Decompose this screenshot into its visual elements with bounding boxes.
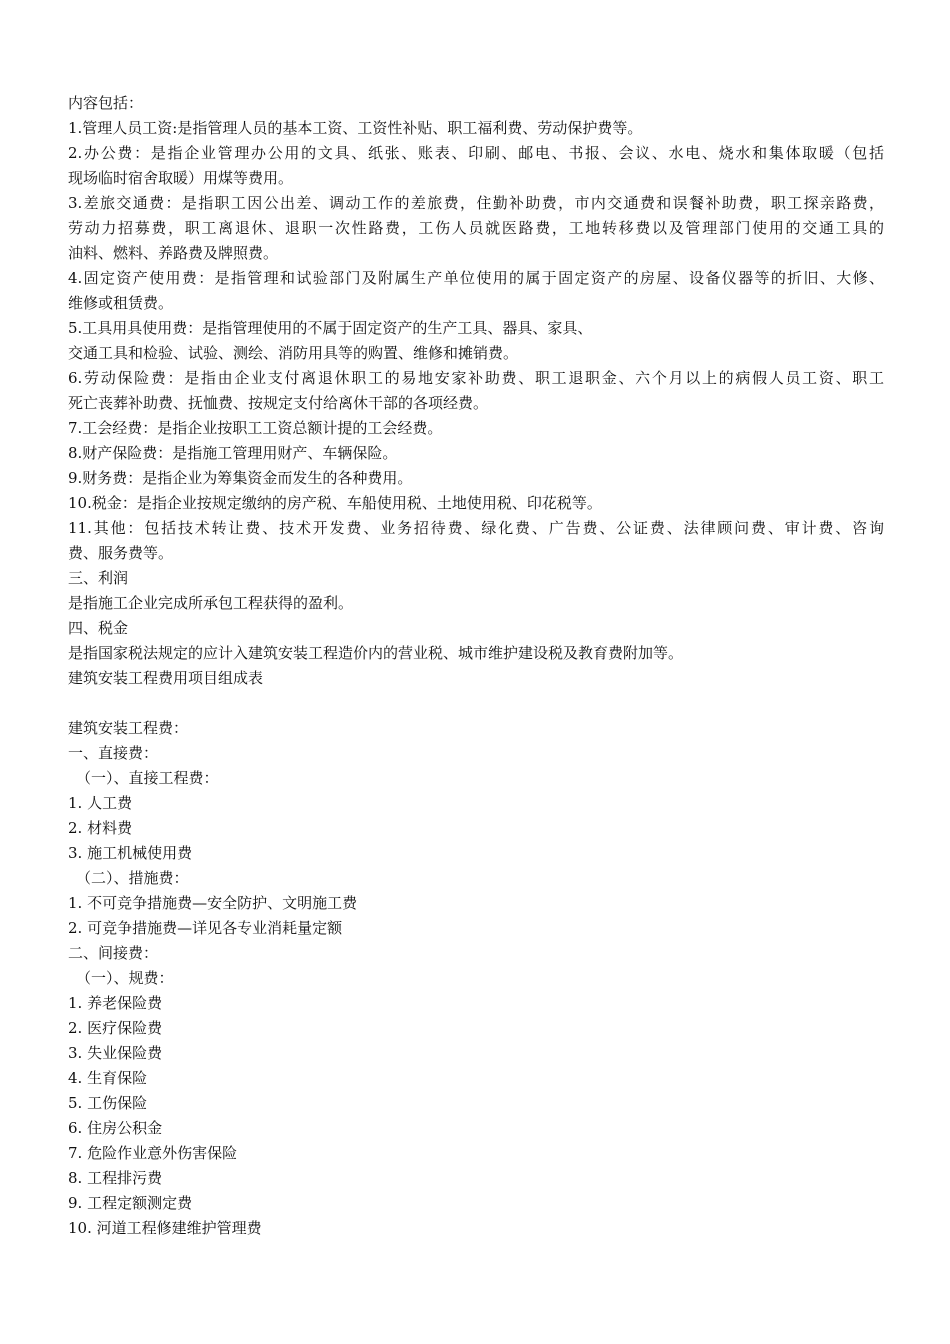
composition-root: 建筑安装工程费： — [68, 719, 189, 737]
item-2-office-expenses-cont: 现场临时宿舍取暖）用煤等费用。 — [68, 169, 294, 187]
list-item: 9. 工程定额测定费 — [68, 1194, 193, 1212]
list-item: 4. 生育保险 — [68, 1069, 148, 1087]
section-4-tax-text: 是指国家税法规定的应计入建筑安装工程造价内的营业税、城市维护建设税及教育费附加等。 — [68, 644, 684, 662]
item-3-travel-expenses-cont2: 油料、燃料、养路费及牌照费。 — [68, 244, 279, 262]
list-item: 1. 人工费 — [68, 794, 133, 812]
list-item: 3. 失业保险费 — [68, 1044, 163, 1062]
item-9-finance-fees: 9.财务费：是指企业为筹集资金而发生的各种费用。 — [68, 469, 413, 487]
item-3-travel-expenses-cont: 劳动力招募费，职工离退休、退职一次性路费，工伤人员就医路费，工地转移费以及管理部门使用的交通工具的 — [68, 219, 884, 237]
item-6-labor-insurance: 6.劳动保险费：是指由企业支付离退休职工的易地安家补助费、职工退职金、六个月以上的病假人员工资、职工 — [68, 369, 884, 387]
list-item: 6. 住房公积金 — [68, 1119, 163, 1137]
section-3-profit-text: 是指施工企业完成所承包工程获得的盈利。 — [68, 594, 354, 612]
item-7-union-fees: 7.工会经费：是指企业按职工工资总额计提的工会经费。 — [68, 419, 443, 437]
blank-line — [68, 691, 884, 716]
item-3-travel-expenses: 3.差旅交通费：是指职工因公出差、调动工作的差旅费，住勤补助费，市内交通费和误餐补助费，职工探亲路费， — [68, 194, 884, 212]
list-item: 2. 可竞争措施费—详见各专业消耗量定额 — [68, 919, 343, 937]
list-item: 5. 工伤保险 — [68, 1094, 148, 1112]
item-4-fixed-assets-cont: 维修或租赁费。 — [68, 294, 174, 312]
item-1-management-wages: 1.管理人员工资:是指管理人员的基本工资、工资性补贴、职工福利费、劳动保护费等。 — [68, 119, 643, 137]
list-item: 3. 施工机械使用费 — [68, 844, 193, 862]
item-4-fixed-assets: 4.固定资产使用费：是指管理和试验部门及附属生产单位使用的属于固定资产的房屋、设备仪器等的折旧、大修、 — [68, 269, 884, 287]
direct-cost-heading: 一、直接费： — [68, 744, 159, 762]
direct-engineering-cost-heading: （一）、直接工程费： — [76, 769, 219, 787]
item-6-labor-insurance-cont: 死亡丧葬补助费、抚恤费、按规定支付给离休干部的各项经费。 — [68, 394, 489, 412]
list-item: 7. 危险作业意外伤害保险 — [68, 1144, 238, 1162]
composition-table-title: 建筑安装工程费用项目组成表 — [68, 669, 264, 687]
document-page — [68, 91, 884, 1241]
item-10-taxes: 10.税金：是指企业按规定缴纳的房产税、车船使用税、土地使用税、印花税等。 — [68, 494, 602, 512]
item-8-property-insurance: 8.财产保险费：是指施工管理用财产、车辆保险。 — [68, 444, 398, 462]
list-item: 1. 养老保险费 — [68, 994, 163, 1012]
list-item: 2. 材料费 — [68, 819, 133, 837]
indirect-cost-heading: 二、间接费： — [68, 944, 159, 962]
list-item: 8. 工程排污费 — [68, 1169, 163, 1187]
list-item: 10. 河道工程修建维护管理费 — [68, 1219, 262, 1237]
measures-cost-heading: （二）、措施费： — [76, 869, 189, 887]
item-5-tools: 5.工具用具使用费：是指管理使用的不属于固定资产的生产工具、器具、家具、 — [68, 319, 593, 337]
section-3-profit-heading: 三、利润 — [68, 569, 129, 587]
item-11-others: 11.其他：包括技术转让费、技术开发费、业务招待费、绿化费、广告费、公证费、法律顾问费、审计费、咨询 — [68, 519, 884, 537]
item-2-office-expenses: 2.办公费：是指企业管理办公用的文具、纸张、账表、印刷、邮电、书报、会议、水电、烧水和集体取暖（包括 — [68, 144, 884, 162]
item-5-tools-cont: 交通工具和检验、试验、测绘、消防用具等的购置、维修和摊销费。 — [68, 344, 519, 362]
content-intro: 内容包括： — [68, 94, 144, 112]
regulatory-fees-heading: （一）、规费： — [76, 969, 174, 987]
item-11-others-cont: 费、服务费等。 — [68, 544, 174, 562]
list-item: 2. 医疗保险费 — [68, 1019, 163, 1037]
section-4-tax-heading: 四、税金 — [68, 619, 129, 637]
list-item: 1. 不可竞争措施费—安全防护、文明施工费 — [68, 894, 358, 912]
